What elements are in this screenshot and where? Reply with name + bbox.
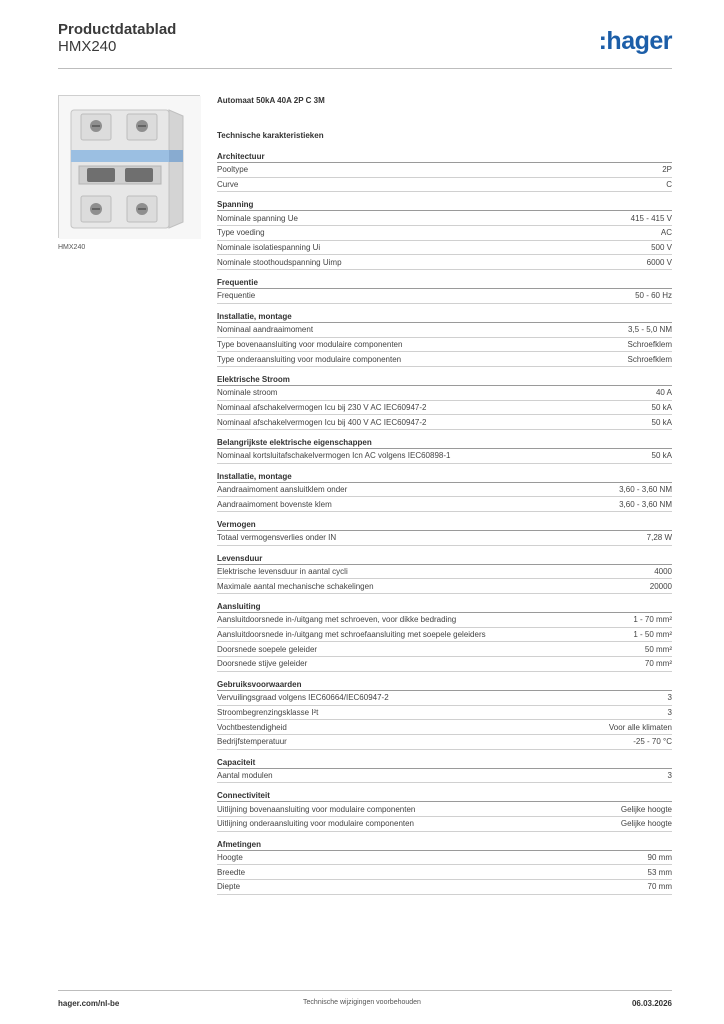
spec-value: 50 kA (651, 451, 672, 461)
spec-row (217, 386, 672, 401)
spec-row (217, 691, 672, 706)
spec-label: Doorsnede stijve geleider (217, 659, 308, 669)
spec-row (217, 769, 672, 784)
spec-label: Aansluitdoorsnede in-/uitgang met schroefaansluiting met soepele geleiders (217, 630, 486, 640)
spec-label: Doorsnede soepele geleider (217, 644, 318, 654)
section-title: Gebruiksvoorwaarden (217, 678, 672, 691)
spec-value: 53 mm (647, 867, 672, 877)
spec-label: Uitlijning bovenaansluiting voor modulaire componenten (217, 804, 416, 814)
spec-table (217, 150, 672, 901)
spec-value: 7,28 W (646, 533, 672, 543)
section-title: Installatie, montage (217, 470, 672, 483)
spec-label: Hoogte (217, 852, 243, 862)
spec-row (217, 163, 672, 178)
spec-row (217, 880, 672, 895)
spec-label: Nominale isolatiespanning Ui (217, 243, 321, 253)
spec-row (217, 401, 672, 416)
spec-label: Bedrijfstemperatuur (217, 737, 287, 747)
spec-value: Schroefklem (627, 354, 672, 364)
spec-value: 40 A (655, 388, 672, 398)
spec-label: Aansluitdoorsnede in-/uitgang met schroeven, voor dikke bedrading (217, 615, 457, 625)
spec-section (217, 373, 672, 430)
spec-value: Schroefklem (627, 339, 672, 349)
spec-row (217, 706, 672, 721)
spec-section (217, 470, 672, 512)
spec-label: Type bovenaansluiting voor modulaire componenten (217, 339, 403, 349)
footer-note: Technische wijzigingen voorbehouden (303, 999, 421, 1006)
spec-value: 3,5 - 5,0 NM (627, 325, 672, 335)
spec-section (217, 678, 672, 750)
spec-label: Type onderaansluiting voor modulaire componenten (217, 354, 402, 364)
spec-label: Nominale stoothoudspanning Uimp (217, 257, 342, 267)
spec-value: Gelijke hoogte (620, 804, 672, 814)
spec-section (217, 310, 672, 367)
spec-label: Diepte (217, 882, 241, 892)
spec-value: 50 - 60 Hz (635, 291, 672, 301)
spec-value: 6000 V (646, 257, 672, 267)
spec-label: Nominale spanning Ue (217, 213, 298, 223)
spec-row (217, 720, 672, 735)
tech-heading: Technische karakteristieken (217, 131, 324, 140)
product-name: Automaat 50kA 40A 2P C 3M (217, 96, 325, 105)
section-title: Frequentie (217, 276, 672, 289)
section-title: Capaciteit (217, 756, 672, 769)
spec-label: Nominaal afschakelvermogen Icu bij 400 V AC IEC60947-2 (217, 417, 427, 427)
spec-value: 415 - 415 V (630, 213, 672, 223)
header-divider (58, 68, 672, 69)
spec-value: 20000 (649, 581, 672, 591)
spec-label: Aantal modulen (217, 770, 273, 780)
spec-row (217, 579, 672, 594)
spec-row (217, 226, 672, 241)
spec-value: Voor alle klimaten (608, 722, 672, 732)
spec-label: Stroombegrenzingsklasse I²t (217, 707, 319, 717)
spec-row (217, 642, 672, 657)
section-title: Spanning (217, 198, 672, 211)
spec-row (217, 802, 672, 817)
spec-row (217, 628, 672, 643)
spec-section (217, 789, 672, 831)
spec-label: Aandraaimoment bovenste klem (217, 499, 332, 509)
spec-row (217, 565, 672, 580)
spec-section (217, 552, 672, 594)
circuit-breaker-image (59, 96, 201, 239)
spec-section (217, 198, 672, 270)
spec-row (217, 865, 672, 880)
spec-label: Breedte (217, 867, 246, 877)
spec-value: 70 mm (647, 882, 672, 892)
spec-value: 90 mm (647, 852, 672, 862)
spec-section (217, 276, 672, 304)
section-title: Afmetingen (217, 838, 672, 851)
section-title: Levensduur (217, 552, 672, 565)
spec-value: 2P (662, 165, 672, 175)
section-title: Installatie, montage (217, 310, 672, 323)
spec-label: Totaal vermogensverlies onder IN (217, 533, 337, 543)
spec-label: Maximale aantal mechanische schakelingen (217, 581, 374, 591)
spec-row (217, 613, 672, 628)
spec-row (217, 817, 672, 832)
spec-value: 50 mm² (644, 644, 672, 654)
section-title: Vermogen (217, 518, 672, 531)
spec-row (217, 178, 672, 193)
spec-value: 3,60 - 3,60 NM (619, 484, 672, 494)
spec-value: C (666, 180, 672, 190)
spec-section (217, 518, 672, 546)
spec-label: Nominaal afschakelvermogen Icu bij 230 V AC IEC60947-2 (217, 402, 427, 412)
spec-value: 70 mm² (644, 659, 672, 669)
spec-label: Pooltype (217, 165, 249, 175)
spec-row (217, 289, 672, 304)
spec-label: Vochtbestendigheid (217, 722, 287, 732)
spec-label: Aandraaimoment aansluitklem onder (217, 484, 348, 494)
spec-label: Type voeding (217, 228, 265, 238)
section-title: Elektrische Stroom (217, 373, 672, 386)
spec-label: Elektrische levensduur in aantal cycli (217, 567, 348, 577)
spec-value: 50 kA (651, 417, 672, 427)
spec-label: Vervuilingsgraad volgens IEC60664/IEC60947-2 (217, 693, 389, 703)
spec-row (217, 657, 672, 672)
section-title: Architectuur (217, 150, 672, 163)
spec-value: 4000 (654, 567, 672, 577)
spec-value: -25 - 70 °C (633, 737, 672, 747)
spec-label: Frequentie (217, 291, 256, 301)
footer-url[interactable]: hager.com/nl-be (58, 999, 120, 1008)
spec-row (217, 449, 672, 464)
spec-row (217, 211, 672, 226)
spec-row (217, 323, 672, 338)
spec-value: AC (660, 228, 672, 238)
spec-value: 1 - 50 mm² (633, 630, 672, 640)
spec-row (217, 255, 672, 270)
page-subtitle: HMX240 (58, 38, 117, 55)
spec-section (217, 150, 672, 192)
spec-value: 500 V (651, 243, 672, 253)
spec-value: Gelijke hoogte (620, 819, 672, 829)
section-title: Connectiviteit (217, 789, 672, 802)
spec-row (217, 352, 672, 367)
spec-value: 3 (667, 693, 672, 703)
spec-label: Nominaal kortsluitafschakelvermogen Icn AC volgens IEC60898-1 (217, 451, 451, 461)
spec-value: 3,60 - 3,60 NM (619, 499, 672, 509)
footer-divider (58, 990, 672, 991)
spec-label: Uitlijning onderaansluiting voor modulaire componenten (217, 819, 415, 829)
spec-row (217, 497, 672, 512)
spec-row (217, 338, 672, 353)
spec-section (217, 436, 672, 464)
spec-section (217, 838, 672, 895)
spec-row (217, 415, 672, 430)
spec-section (217, 600, 672, 672)
spec-value: 3 (667, 770, 672, 780)
spec-row (217, 735, 672, 750)
spec-row (217, 851, 672, 866)
spec-value: 3 (667, 707, 672, 717)
spec-label: Nominale stroom (217, 388, 278, 398)
section-title: Belangrijkste elektrische eigenschappen (217, 436, 672, 449)
spec-label: Nominaal aandraaimoment (217, 325, 314, 335)
product-image (58, 95, 200, 238)
spec-value: 50 kA (651, 402, 672, 412)
spec-value: 1 - 70 mm² (633, 615, 672, 625)
footer-date: 06.03.2026 (631, 999, 672, 1008)
spec-label: Curve (217, 180, 239, 190)
section-title: Aansluiting (217, 600, 672, 613)
image-caption: HMX240 (58, 244, 86, 251)
spec-section (217, 756, 672, 784)
hager-logo: :hager (598, 27, 672, 55)
page-title: Productdatablad (58, 21, 177, 38)
spec-row (217, 241, 672, 256)
spec-row (217, 531, 672, 546)
spec-row (217, 483, 672, 498)
